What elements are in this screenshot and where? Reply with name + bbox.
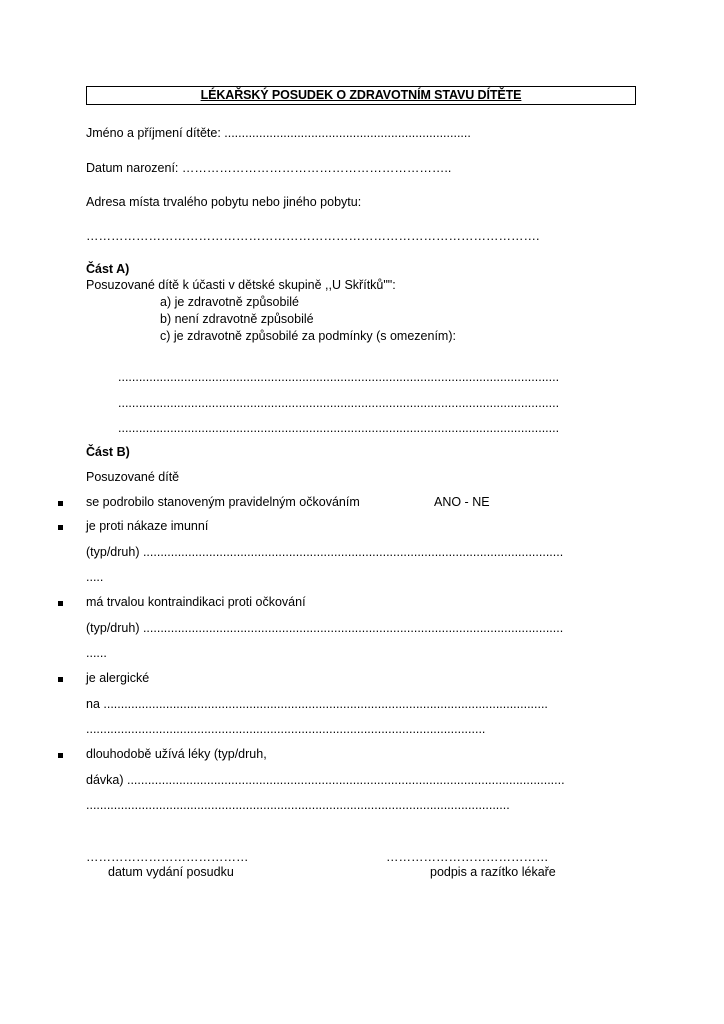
part-a-heading: Část A) — [86, 262, 130, 276]
birth-date-line: Datum narození: ……………………………………………………….. — [86, 161, 452, 175]
part-b-heading: Část B) — [86, 445, 130, 459]
document-title: LÉKAŘSKÝ POSUDEK O ZDRAVOTNÍM STAVU DÍTĚTE — [200, 88, 522, 102]
medication-dose-line: dávka) .............................................................................................................................. — [86, 773, 565, 787]
medication-label: dlouhodobě užívá léky (typ/druh, — [86, 747, 267, 761]
part-b-intro: Posuzované dítě — [86, 470, 180, 484]
child-name-line: Jméno a příjmení dítěte: ....................................................................... — [86, 126, 471, 140]
contraindication-cont-dots: ...... — [86, 646, 107, 660]
signature-label: podpis a razítko lékaře — [430, 865, 556, 879]
bullet-icon — [58, 525, 63, 530]
contraindication-type-line: (typ/druh) ......................................................................................................................... — [86, 621, 564, 635]
medication-cont-dots: .......................................................................................................................... — [86, 798, 510, 812]
immune-cont-dots: ..... — [86, 570, 104, 584]
condition-dots-1: ............................................................................................................................... — [118, 370, 560, 384]
document-title-box — [86, 86, 636, 105]
issue-date-label: datum vydání posudku — [108, 865, 234, 879]
bullet-icon — [58, 501, 63, 506]
contraindication-label: má trvalou kontraindikaci proti očkování — [86, 595, 306, 609]
ano-ne-label: ANO - NE — [434, 495, 490, 509]
address-dots: ………………………………………………………………………………………………. — [86, 229, 540, 243]
condition-dots-3: ............................................................................................................................... — [118, 421, 560, 435]
issue-date-dots: ………………………………… — [86, 850, 249, 864]
bullet-icon — [58, 601, 63, 606]
bullet-icon — [58, 677, 63, 682]
allergic-on-line: na ................................................................................................................................ — [86, 697, 548, 711]
bullet-icon — [58, 753, 63, 758]
allergic-cont-dots: ................................................................................................................... — [86, 722, 486, 736]
option-b: b) není zdravotně způsobilé — [160, 312, 314, 326]
option-c: c) je zdravotně způsobilé za podmínky (s omezením): — [160, 329, 456, 343]
condition-dots-2: ............................................................................................................................... — [118, 396, 560, 410]
immune-type-line: (typ/druh) ......................................................................................................................... — [86, 545, 564, 559]
signature-dots: ………………………………… — [386, 850, 549, 864]
allergic-label: je alergické — [86, 671, 150, 685]
part-a-intro: Posuzované dítě k účasti v dětské skupině ,,U Skřítků"": — [86, 278, 396, 292]
address-label: Adresa místa trvalého pobytu nebo jiného pobytu: — [86, 195, 362, 209]
immune-label: je proti nákaze imunní — [86, 519, 209, 533]
option-a: a) je zdravotně způsobilé — [160, 295, 299, 309]
vaccinated-label: se podrobilo stanoveným pravidelným očkováním — [86, 495, 360, 509]
